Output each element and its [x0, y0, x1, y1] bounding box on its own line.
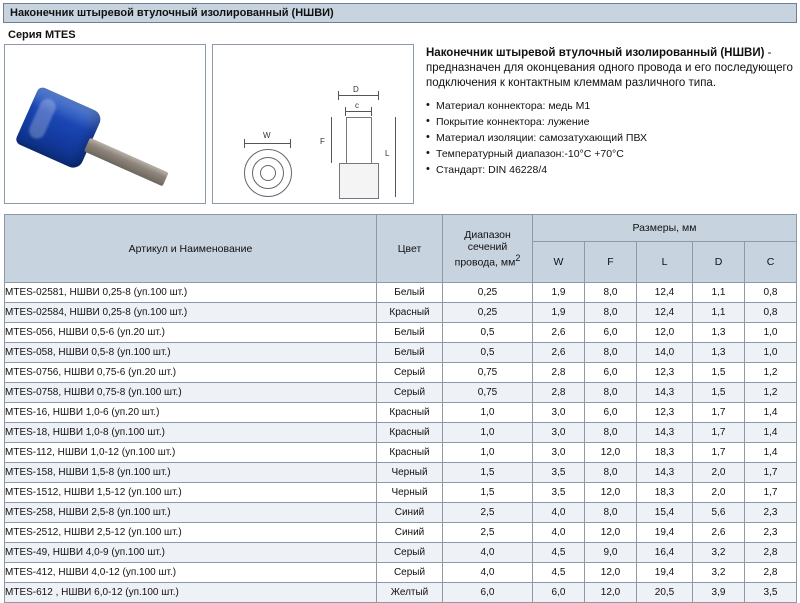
drawing-insulator-body	[339, 163, 379, 199]
cell-w: 2,6	[533, 323, 585, 343]
cell-section: 2,5	[443, 523, 533, 543]
dim-tick-c-right	[371, 107, 372, 116]
cell-w: 2,8	[533, 363, 585, 383]
table-row	[5, 443, 797, 463]
cell-color: Белый	[377, 283, 443, 303]
cell-d: 1,5	[693, 363, 745, 383]
cell-section: 0,75	[443, 363, 533, 383]
cell-name: MTES-158, НШВИ 1,5-8 (уп.100 шт.)	[5, 463, 377, 483]
table-row	[5, 423, 797, 443]
cell-d: 1,7	[693, 403, 745, 423]
spec-heading	[426, 46, 796, 91]
table-row	[5, 283, 797, 303]
cell-f: 6,0	[585, 403, 637, 423]
cell-f: 8,0	[585, 303, 637, 323]
specs-table-wrap	[4, 214, 796, 603]
cell-section: 4,0	[443, 563, 533, 583]
product-photo	[4, 44, 206, 204]
ferrule-insulation-icon	[14, 86, 103, 171]
cell-l: 12,4	[637, 283, 693, 303]
cell-l: 14,0	[637, 343, 693, 363]
cell-f: 12,0	[585, 483, 637, 503]
cell-section: 1,0	[443, 443, 533, 463]
cell-name: MTES-058, НШВИ 0,5-8 (уп.100 шт.)	[5, 343, 377, 363]
cell-c: 3,5	[745, 583, 797, 603]
cell-f: 8,0	[585, 423, 637, 443]
cell-name: MTES-612 , НШВИ 6,0-12 (уп.100 шт.)	[5, 583, 377, 603]
cell-c: 1,0	[745, 343, 797, 363]
cell-c: 1,7	[745, 463, 797, 483]
cell-l: 15,4	[637, 503, 693, 523]
cell-color: Белый	[377, 323, 443, 343]
spec-heading-bold-1: Наконечник штыревой втулочный изолированный	[426, 47, 718, 59]
cell-color: Серый	[377, 383, 443, 403]
cell-f: 12,0	[585, 563, 637, 583]
cell-name: MTES-0756, НШВИ 0,75-6 (уп.20 шт.)	[5, 363, 377, 383]
cell-c: 1,2	[745, 363, 797, 383]
dim-line-l	[395, 117, 396, 197]
cell-name: MTES-056, НШВИ 0,5-6 (уп.20 шт.)	[5, 323, 377, 343]
col-header-section-l2: сечений	[467, 240, 508, 253]
table-row	[5, 343, 797, 363]
cell-l: 19,4	[637, 563, 693, 583]
page-title-bar	[3, 3, 797, 23]
cell-d: 1,3	[693, 323, 745, 343]
cell-color: Серый	[377, 563, 443, 583]
dim-line-f	[331, 117, 332, 163]
cell-name: MTES-02581, НШВИ 0,25-8 (уп.100 шт.)	[5, 283, 377, 303]
cell-l: 18,3	[637, 443, 693, 463]
cell-f: 8,0	[585, 463, 637, 483]
col-header-section-l3	[443, 253, 532, 269]
cell-section: 0,5	[443, 323, 533, 343]
table-row	[5, 503, 797, 523]
table-row	[5, 363, 797, 383]
front-view-inner-circle	[260, 165, 276, 181]
cell-w: 3,5	[533, 483, 585, 503]
dim-line-w	[244, 143, 290, 144]
spec-heading-bold-2: (НШВИ)	[720, 47, 765, 59]
drawing-label-f: F	[320, 137, 325, 146]
cell-l: 12,3	[637, 403, 693, 423]
cell-d: 3,2	[693, 543, 745, 563]
cell-name: MTES-1512, НШВИ 1,5-12 (уп.100 шт.)	[5, 483, 377, 503]
dim-tick-w-right	[290, 139, 291, 148]
cell-section: 1,5	[443, 483, 533, 503]
cell-color: Серый	[377, 543, 443, 563]
cell-c: 1,4	[745, 423, 797, 443]
cell-section: 0,75	[443, 383, 533, 403]
cell-c: 1,4	[745, 403, 797, 423]
cell-c: 1,4	[745, 443, 797, 463]
cell-c: 0,8	[745, 303, 797, 323]
dim-tick-c-left	[345, 107, 346, 116]
cell-c: 0,8	[745, 283, 797, 303]
col-header-color: Цвет	[377, 215, 443, 283]
cell-w: 1,9	[533, 303, 585, 323]
col-header-name: Артикул и Наименование	[5, 215, 377, 283]
cell-f: 6,0	[585, 363, 637, 383]
cell-l: 14,3	[637, 383, 693, 403]
page-title: Наконечник штыревой втулочный изолированный (НШВИ)	[10, 7, 334, 19]
table-row	[5, 463, 797, 483]
cell-d: 2,6	[693, 523, 745, 543]
col-header-f: F	[585, 242, 637, 283]
drawing-sleeve-body	[346, 117, 372, 165]
cell-c: 2,3	[745, 503, 797, 523]
cell-color: Синий	[377, 523, 443, 543]
cell-d: 1,1	[693, 303, 745, 323]
col-header-l: L	[637, 242, 693, 283]
cell-c: 2,3	[745, 523, 797, 543]
drawing-label-c: c	[355, 101, 359, 110]
cell-d: 1,1	[693, 283, 745, 303]
table-row	[5, 483, 797, 503]
cell-f: 8,0	[585, 503, 637, 523]
cell-d: 2,0	[693, 463, 745, 483]
cell-color: Желтый	[377, 583, 443, 603]
col-header-w: W	[533, 242, 585, 283]
cell-color: Красный	[377, 303, 443, 323]
cell-f: 12,0	[585, 443, 637, 463]
cell-name: MTES-16, НШВИ 1,0-6 (уп.20 шт.)	[5, 403, 377, 423]
cell-w: 4,0	[533, 503, 585, 523]
cell-l: 19,4	[637, 523, 693, 543]
col-header-section-l3-text: провода, мм	[454, 256, 516, 269]
col-header-c: C	[745, 242, 797, 283]
cell-f: 8,0	[585, 283, 637, 303]
cell-w: 4,0	[533, 523, 585, 543]
cell-l: 20,5	[637, 583, 693, 603]
cell-d: 1,3	[693, 343, 745, 363]
list-item: • Материал изоляции: самозатухающий ПВХ	[426, 130, 796, 146]
list-item: • Покрытие коннектора: лужение	[426, 114, 796, 130]
table-row	[5, 323, 797, 343]
cell-l: 12,0	[637, 323, 693, 343]
cell-name: MTES-2512, НШВИ 2,5-12 (уп.100 шт.)	[5, 523, 377, 543]
table-body	[5, 283, 797, 603]
list-item: • Температурный диапазон:-10°С +70°С	[426, 146, 796, 162]
cell-section: 1,0	[443, 423, 533, 443]
table-row	[5, 383, 797, 403]
drawing-label-w: W	[263, 131, 271, 140]
cell-w: 3,0	[533, 423, 585, 443]
cell-name: MTES-412, НШВИ 4,0-12 (уп.100 шт.)	[5, 563, 377, 583]
ferrule-pin-icon	[84, 138, 169, 187]
col-header-section-l1: Диапазон	[464, 228, 511, 241]
technical-drawing	[212, 44, 414, 204]
cell-c: 2,8	[745, 543, 797, 563]
cell-c: 1,2	[745, 383, 797, 403]
specification-block	[426, 44, 796, 178]
cell-c: 2,8	[745, 563, 797, 583]
table-row	[5, 543, 797, 563]
cell-section: 1,5	[443, 463, 533, 483]
cell-section: 4,0	[443, 543, 533, 563]
table-row	[5, 403, 797, 423]
cell-l: 12,4	[637, 303, 693, 323]
cell-d: 1,7	[693, 423, 745, 443]
cell-section: 6,0	[443, 583, 533, 603]
cell-l: 14,3	[637, 423, 693, 443]
cell-color: Черный	[377, 463, 443, 483]
cell-color: Красный	[377, 443, 443, 463]
dim-tick-d-right	[378, 91, 379, 100]
col-header-d: D	[693, 242, 745, 283]
cell-d: 2,0	[693, 483, 745, 503]
cell-w: 4,5	[533, 543, 585, 563]
col-header-section-sup: 2	[515, 252, 521, 263]
cell-l: 16,4	[637, 543, 693, 563]
table-row	[5, 303, 797, 323]
table-head	[5, 215, 797, 283]
cell-w: 6,0	[533, 583, 585, 603]
drawing-label-d: D	[353, 85, 359, 94]
cell-color: Черный	[377, 483, 443, 503]
cell-name: MTES-258, НШВИ 2,5-8 (уп.100 шт.)	[5, 503, 377, 523]
top-content	[4, 44, 796, 204]
datasheet-page	[0, 3, 800, 598]
cell-section: 0,5	[443, 343, 533, 363]
cell-w: 2,8	[533, 383, 585, 403]
cell-d: 1,7	[693, 443, 745, 463]
cell-l: 12,3	[637, 363, 693, 383]
cell-w: 3,0	[533, 403, 585, 423]
cell-section: 1,0	[443, 403, 533, 423]
cell-color: Синий	[377, 503, 443, 523]
cell-f: 8,0	[585, 383, 637, 403]
cell-name: MTES-0758, НШВИ 0,75-8 (уп.100 шт.)	[5, 383, 377, 403]
cell-d: 3,9	[693, 583, 745, 603]
cell-section: 0,25	[443, 283, 533, 303]
table-row	[5, 563, 797, 583]
cell-name: MTES-112, НШВИ 1,0-12 (уп.100 шт.)	[5, 443, 377, 463]
cell-f: 12,0	[585, 523, 637, 543]
series-label: Серия MTES	[8, 29, 76, 41]
cell-w: 4,5	[533, 563, 585, 583]
spec-bullet-list	[426, 98, 796, 178]
cell-name: MTES-02584, НШВИ 0,25-8 (уп.100 шт.)	[5, 303, 377, 323]
cell-d: 3,2	[693, 563, 745, 583]
spec-heading-rest: - предназначен для оконцевания одного провода и его последующего подключения к контактным клеммам различного типа.	[426, 47, 793, 89]
cell-l: 14,3	[637, 463, 693, 483]
dim-tick-w-left	[244, 139, 245, 148]
cell-d: 1,5	[693, 383, 745, 403]
cell-f: 9,0	[585, 543, 637, 563]
cell-d: 5,6	[693, 503, 745, 523]
dim-line-c	[345, 111, 371, 112]
cell-w: 3,5	[533, 463, 585, 483]
table-row	[5, 523, 797, 543]
drawing-label-l: L	[385, 149, 390, 158]
cell-color: Белый	[377, 343, 443, 363]
cell-f: 8,0	[585, 343, 637, 363]
col-header-sizes: Размеры, мм	[533, 215, 797, 242]
cell-color: Красный	[377, 423, 443, 443]
cell-section: 2,5	[443, 503, 533, 523]
cell-color: Серый	[377, 363, 443, 383]
table-header-row-1	[5, 215, 797, 242]
table-row	[5, 583, 797, 603]
cell-f: 6,0	[585, 323, 637, 343]
list-item: • Материал коннектора: медь М1	[426, 98, 796, 114]
list-item: • Стандарт: DIN 46228/4	[426, 162, 796, 178]
cell-l: 18,3	[637, 483, 693, 503]
dim-line-d	[338, 95, 378, 96]
dim-tick-d-left	[338, 91, 339, 100]
cell-w: 2,6	[533, 343, 585, 363]
cell-name: MTES-49, НШВИ 4,0-9 (уп.100 шт.)	[5, 543, 377, 563]
cell-section: 0,25	[443, 303, 533, 323]
cell-f: 12,0	[585, 583, 637, 603]
col-header-section	[443, 215, 533, 283]
cell-w: 1,9	[533, 283, 585, 303]
cell-w: 3,0	[533, 443, 585, 463]
cell-name: MTES-18, НШВИ 1,0-8 (уп.100 шт.)	[5, 423, 377, 443]
specs-table	[4, 214, 797, 603]
cell-color: Красный	[377, 403, 443, 423]
cell-c: 1,0	[745, 323, 797, 343]
cell-c: 1,7	[745, 483, 797, 503]
